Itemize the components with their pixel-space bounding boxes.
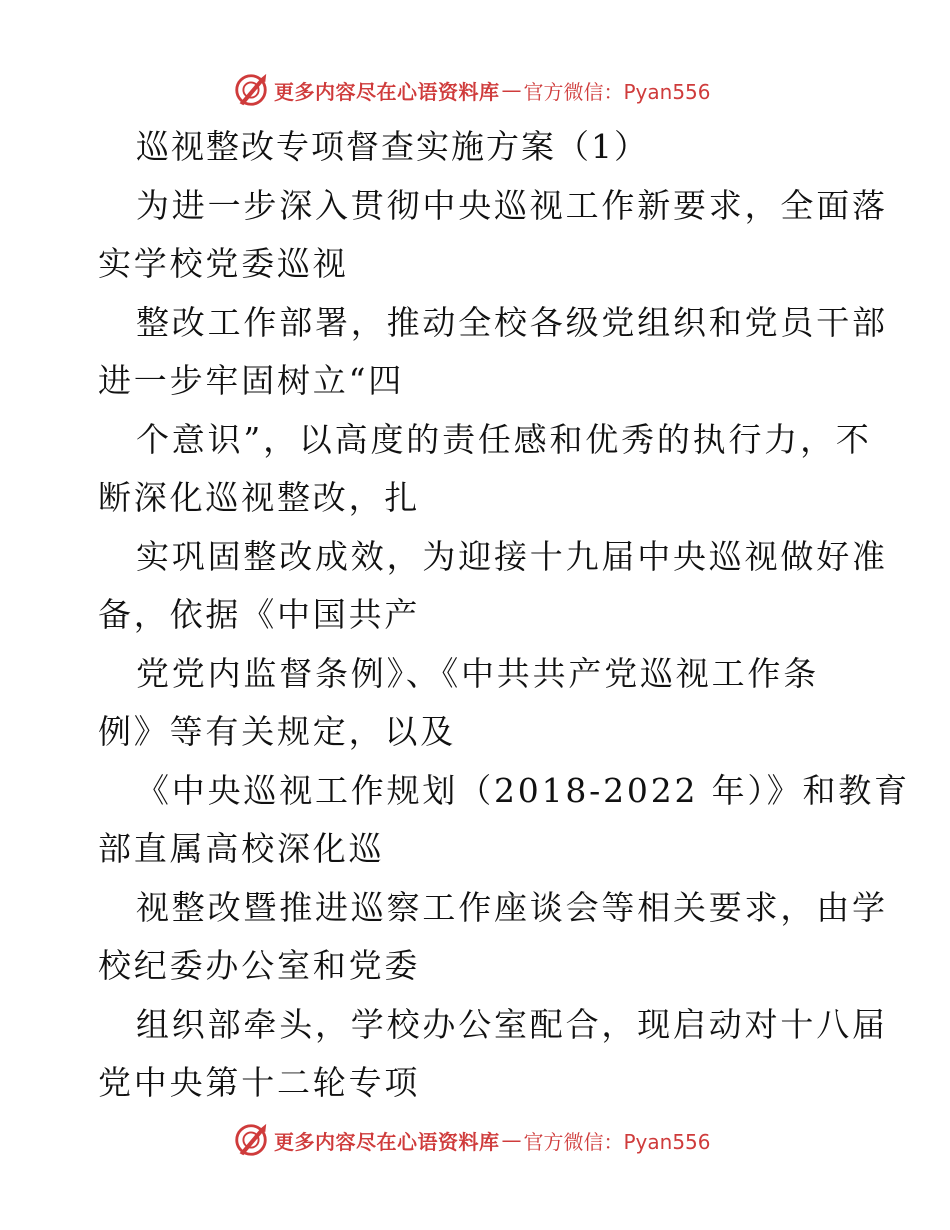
watermark-separator: — bbox=[501, 78, 522, 102]
watermark-banner-top bbox=[232, 70, 711, 110]
text-line: 例》等有关规定，以及 bbox=[98, 712, 456, 751]
text-line: 视整改暨推进巡察工作座谈会等相关要求，由学 bbox=[136, 887, 888, 927]
watermark-banner-bottom bbox=[232, 1120, 711, 1160]
document-title: 巡视整改专项督查实施方案（1） bbox=[136, 127, 649, 166]
quill-logo-icon bbox=[232, 1121, 270, 1159]
document-body bbox=[98, 118, 910, 1113]
text-line: 党党内监督条例》、《中共共产党巡视工作条 bbox=[136, 653, 819, 693]
text-line: 整改工作部署，推动全校各级党组织和党员干部 bbox=[136, 302, 888, 342]
watermark-site-text: 更多内容尽在心语资料库 bbox=[274, 79, 500, 104]
text-line: 断深化巡视整改，扎 bbox=[98, 478, 421, 517]
text-line: 党中央第十二轮专项 bbox=[98, 1063, 421, 1102]
text-line: 实巩固整改成效，为迎接十九届中央巡视做好准 bbox=[136, 536, 888, 576]
text-line: 校纪委办公室和党委 bbox=[98, 946, 421, 985]
watermark-site-text: 更多内容尽在心语资料库 bbox=[274, 1129, 500, 1154]
watermark-wechat-text: 官方微信：Pyan556 bbox=[523, 1129, 711, 1154]
text-line: 组织部牵头，学校办公室配合，现启动对十八届 bbox=[136, 1004, 888, 1044]
text-line: 部直属高校深化巡 bbox=[98, 829, 385, 868]
watermark-wechat-text: 官方微信：Pyan556 bbox=[523, 79, 711, 104]
quill-logo-icon bbox=[232, 71, 270, 109]
text-line: 为进一步深入贯彻中央巡视工作新要求，全面落 bbox=[136, 185, 888, 225]
text-line: 备，依据《中国共产 bbox=[98, 595, 421, 634]
text-line: 《中央巡视工作规划（2018-2022 年）》和教育 bbox=[136, 770, 910, 810]
text-line: 个意识”，以高度的责任感和优秀的执行力，不 bbox=[136, 419, 872, 459]
text-line: 实学校党委巡视 bbox=[98, 244, 349, 283]
watermark-separator: — bbox=[501, 1128, 522, 1152]
text-line: 进一步牢固树立“四 bbox=[98, 361, 405, 400]
